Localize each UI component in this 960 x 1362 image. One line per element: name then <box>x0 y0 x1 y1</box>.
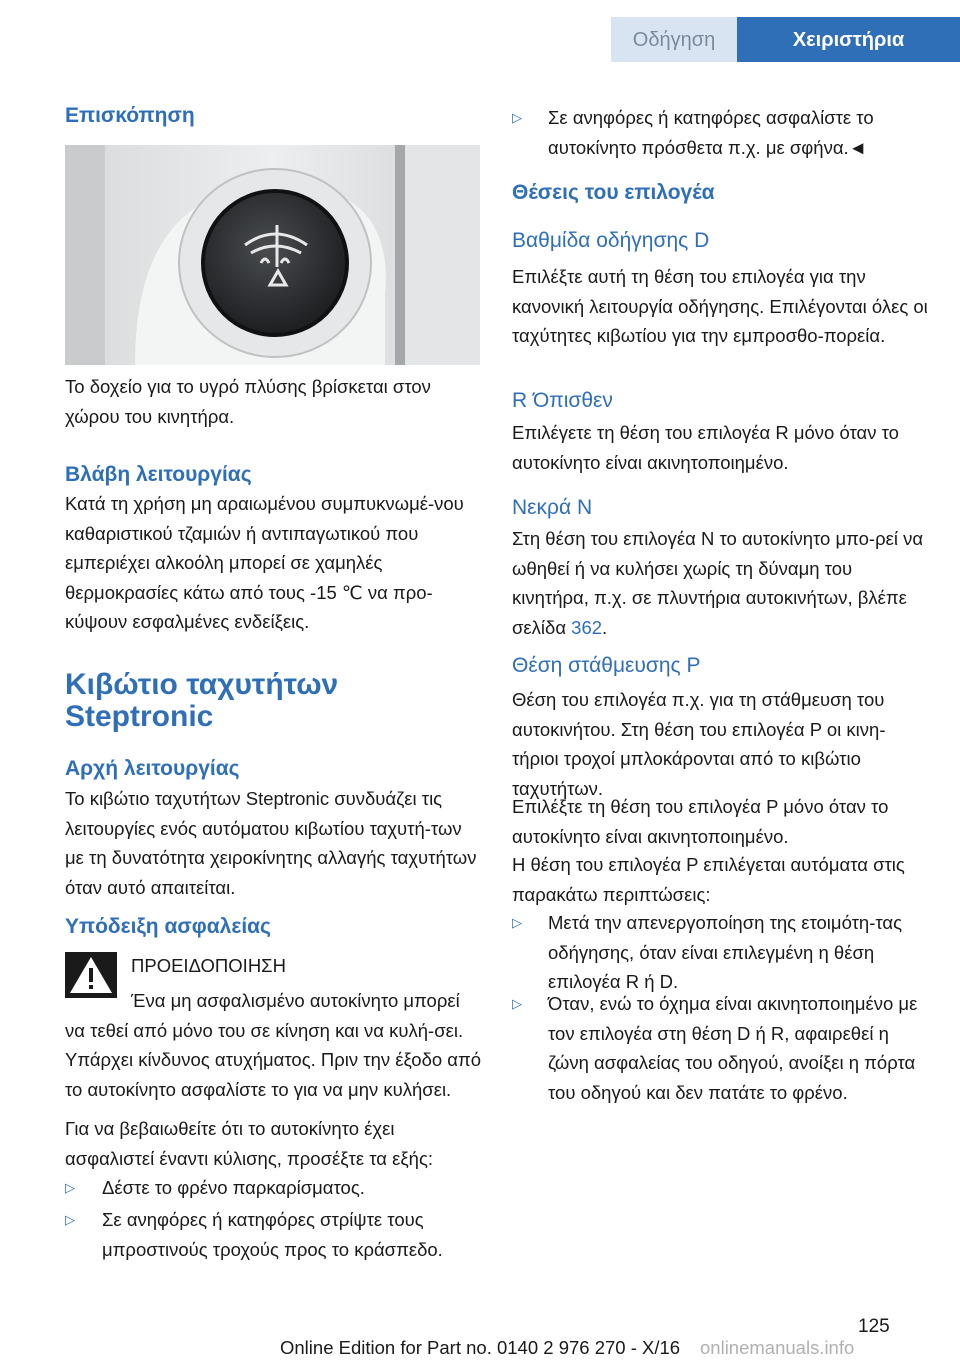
warning-text: Ένα μη ασφαλισμένο αυτοκίνητο μπορεί να τεθεί από μόνο του σε κίνηση και να κυλή-σει. Υπάρχει κίνδυνος ατυχήματος. Πριν την έξοδο από το αυτοκίνητο ασφαλίστε το για να μην κυλήσει. <box>65 990 482 1100</box>
drive-text: Επιλέξτε αυτή τη θέση του επιλογέα για την κανονική λειτουργία οδήγησης. Επιλέγονται όλες οι ταχύτητες κιβωτίου για την εμπροσθο-πορεία. <box>512 266 928 346</box>
bullet-arrow-icon: ▷ <box>512 915 522 930</box>
ensure-text: Για να βεβαιωθείτε ότι το αυτοκίνητο έχει ασφαλιστεί έναντι κύλισης, προσέξτε τα εξής: <box>65 1118 433 1169</box>
page-header <box>0 0 960 62</box>
neutral-text-end: . <box>602 616 608 638</box>
bullet-arrow-icon: ▷ <box>512 110 522 125</box>
gearbox-title-line1: Κιβώτιο ταχυτήτων <box>65 668 339 701</box>
photo-caption: Το δοχείο για το υγρό πλύσης βρίσκεται στον χώρου του κινητήρα. <box>65 376 431 427</box>
neutral-title: Νεκρά N <box>512 496 593 519</box>
principle-title: Αρχή λειτουργίας <box>65 757 240 780</box>
page-link[interactable]: 362 <box>571 616 603 638</box>
overview-title: Επισκόπηση <box>65 104 195 127</box>
watermark: onlinemanuals.info <box>700 1337 855 1358</box>
principle-text: Το κιβώτιο ταχυτήτων Steptronic συνδυάζει τις λειτουργίες ενός αυτόματου κιβωτίου ταχυτή-των με τη δυνατότητα χειροκίνητης αλλαγής ταχυτήτων όταν αυτό απαιτείται. <box>65 788 477 898</box>
list-item: Δέστε το φρένο παρκαρίσματος. <box>102 1177 365 1198</box>
page-number: 125 <box>858 1316 890 1337</box>
reverse-text: Επιλέγετε τη θέση του επιλογέα R μόνο όταν το αυτοκίνητο είναι ακινητοποιημένο. <box>512 422 899 473</box>
positions-title: Θέσεις του επιλογέα <box>512 181 715 204</box>
park-title: Θέση στάθμευσης P <box>512 654 701 677</box>
malfunction-title: Βλάβη λειτουργίας <box>65 463 252 486</box>
park-text: Θέση του επιλογέα π.χ. για τη στάθμευση του αυτοκινήτου. Στη θέση του επιλογέα P οι κινη-τήριοι τροχοί μπλοκάρονται από το κιβώτιο ταχυτήτων. <box>512 689 886 799</box>
neutral-text <box>512 524 930 642</box>
neutral-text-body: Στη θέση του επιλογέα N το αυτοκίνητο μπο-ρεί να ωθηθεί ή να κυλήσει χωρίς τη δύναμη του κινητήρα, π.χ. σε πλυντήρια αυτοκινήτων, βλέπε σελίδα <box>512 528 924 638</box>
safety-title: Υπόδειξη ασφαλείας <box>65 915 271 938</box>
reverse-title: R Όπισθεν <box>512 389 613 412</box>
list-item: Μετά την απενεργοποίηση της ετοιμότη-τας οδήγησης, όταν είναι επιλεγμένη η θέση επιλογέα R ή D. <box>548 912 903 992</box>
park-select-text: Επιλέξτε τη θέση του επιλογέα P μόνο όταν το αυτοκίνητο είναι ακινητοποιημένο. <box>512 796 889 847</box>
washer-reservoir-photo <box>65 145 480 365</box>
list-item: Σε ανηφόρες ή κατηφόρες στρίψτε τους μπροστινούς τροχούς προς το κράσπεδο. <box>102 1209 443 1260</box>
edition-line: Online Edition for Part no. 0140 2 976 270 - X/16 <box>280 1337 681 1358</box>
bullet-arrow-icon: ▷ <box>512 996 522 1011</box>
list-item: Όταν, ενώ το όχημα είναι ακινητοποιημένο με τον επιλογέα στη θέση D ή R, αφαιρεθεί η ζώνη ασφαλείας του οδηγού, ανοίξει η πόρτα του οδηγού και δεν πατάτε το φρένο. <box>548 993 918 1103</box>
gearbox-title-line2: Steptronic <box>65 700 214 733</box>
drive-title: Βαθμίδα οδήγησης D <box>512 229 710 252</box>
bullet-arrow-icon: ▷ <box>65 1180 75 1195</box>
tab-driving[interactable]: Οδήγηση <box>611 17 737 62</box>
warning-label: ΠΡΟΕΙΔΟΠΟΙΗΣΗ <box>131 955 286 976</box>
park-auto-text: Η θέση του επιλογέα P επιλέγεται αυτόματα στις παρακάτω περιπτώσεις: <box>512 854 905 905</box>
list-item: Σε ανηφόρες ή κατηφόρες ασφαλίστε το αυτοκίνητο πρόσθετα π.χ. με σφήνα.◄ <box>548 107 874 158</box>
tab-controls[interactable]: Χειριστήρια <box>737 17 960 62</box>
malfunction-text: Κατά τη χρήση μη αραιωμένου συμπυκνωμέ-νου καθαριστικού τζαμιών ή αντιπαγωτικού που εμπεριέχει αλκοόλη μπορεί σε χαμηλές θερμοκρασίες κάτω από τους -15 ℃ να προ-κύψουν εσφαλμένες ενδείξεις. <box>65 493 464 632</box>
bullet-arrow-icon: ▷ <box>65 1212 75 1227</box>
